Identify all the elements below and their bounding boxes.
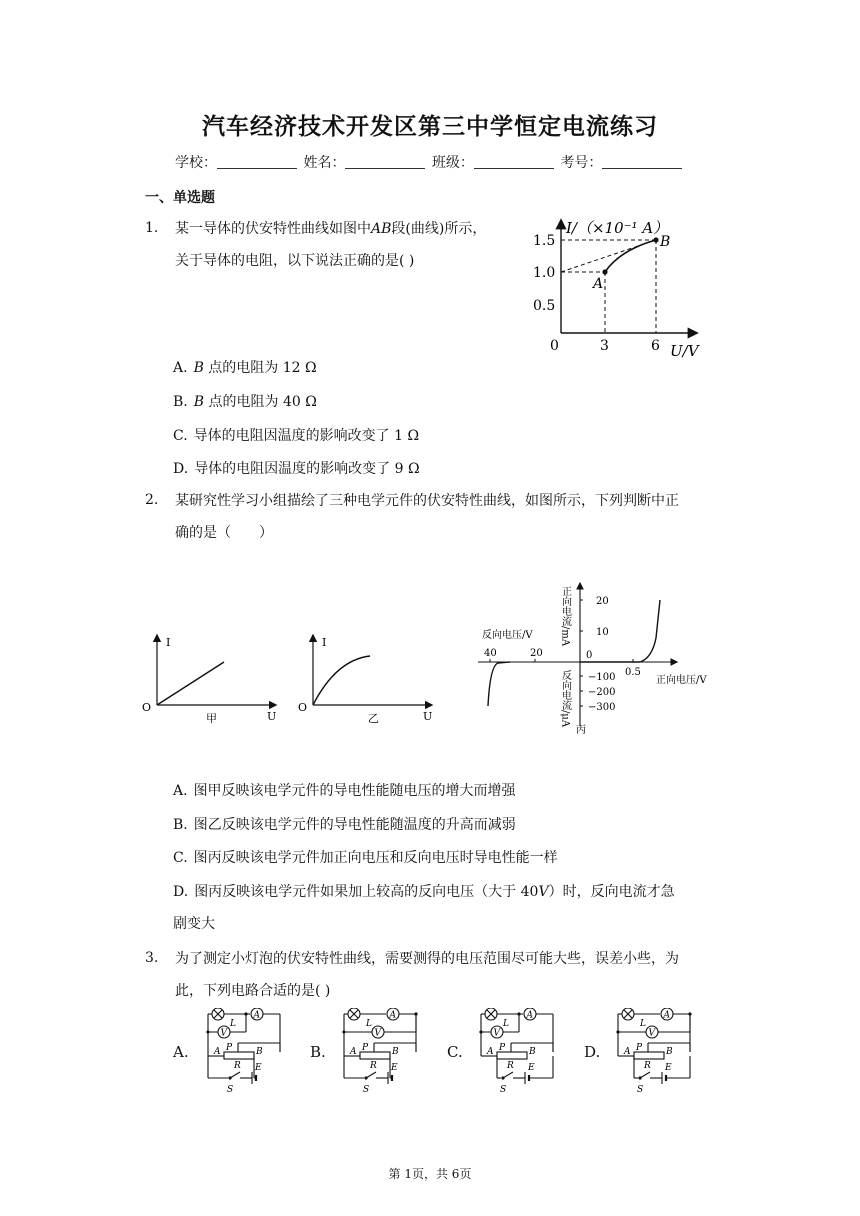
jia-caption: 甲 (206, 712, 217, 725)
yi-curve (313, 656, 370, 705)
rheostat-r: R (370, 1061, 377, 1071)
bing-rev-v-label: 反向电压/V (482, 630, 533, 641)
section-heading: 一、单选题 (145, 190, 215, 206)
switch-label: S (363, 1085, 370, 1095)
q2-stem-line2: 确的是（ ） (175, 525, 273, 541)
bing-xtick-05: 0.5 (625, 667, 641, 678)
lamp-label: L (503, 1019, 509, 1029)
exam-no-label: 考号： (560, 155, 603, 171)
bing-ytick-0: 0 (586, 650, 593, 661)
q2-option-a[interactable]: A. 图甲反映该电学元件的导电性能随电压的增大而增强 (173, 783, 516, 799)
yi-o: O (298, 701, 308, 714)
school-label: 学校： (175, 155, 217, 171)
rheostat-r: R (234, 1061, 241, 1071)
bing-xtick-20: 20 (530, 648, 543, 659)
junction-1 (342, 1030, 345, 1033)
q1-ytick-05: 0.5 (533, 298, 556, 314)
bing-neg-i-label: 反向电流/μA (559, 670, 571, 728)
bing-ytick-n300: −300 (588, 702, 616, 713)
bing-xtick-40: 40 (484, 648, 497, 659)
q3-circuit-a (200, 1008, 292, 1098)
rheostat-b: B (666, 1047, 673, 1057)
junction-2 (414, 1012, 417, 1015)
switch-label: S (637, 1085, 644, 1095)
rheostat-icon (224, 1052, 254, 1059)
bing-ytick-20: 20 (596, 596, 609, 607)
q1-number: 1. (145, 220, 159, 236)
q1-option-b[interactable]: B. B 点的电阻为 40 Ω (173, 394, 317, 410)
lamp-label: L (640, 1019, 646, 1029)
q1-option-d[interactable]: D. 导体的电阻因温度的影响改变了 9 Ω (173, 461, 420, 477)
rheostat-a: A (624, 1047, 631, 1057)
junction-1 (479, 1030, 482, 1033)
bing-ytick-10: 10 (596, 627, 609, 638)
battery-label: E (528, 1063, 535, 1073)
rheostat-p: P (362, 1043, 369, 1053)
rheostat-b: B (256, 1047, 263, 1057)
q2-option-b[interactable]: B. 图乙反映该电学元件的导电性能随温度的升高而减弱 (173, 817, 516, 833)
class-blank (474, 154, 554, 169)
jia-i: I (166, 636, 171, 649)
q3-circuit-c (473, 1008, 565, 1098)
q3-option-b-label[interactable]: B. (310, 1043, 326, 1061)
yi-u: U (423, 710, 433, 723)
switch-icon (230, 1072, 240, 1078)
junction-1 (206, 1030, 209, 1033)
q3-option-a-label[interactable]: A. (173, 1043, 189, 1061)
q2-stem (175, 485, 679, 549)
rheostat-icon (497, 1052, 527, 1059)
switch-icon (366, 1072, 376, 1078)
q2-stem-line1: 某研究性学习小组描绘了三种电学元件的伏安特性曲线，如图所示，下列判断中正 (175, 493, 679, 509)
battery-label: E (665, 1063, 672, 1073)
rheostat-a: A (350, 1047, 357, 1057)
q1-ytick-15: 1.5 (533, 233, 556, 249)
q1-stem (175, 213, 486, 277)
rheostat-icon (360, 1052, 390, 1059)
q2-option-c[interactable]: C. 图丙反映该电学元件加正向电压和反向电压时导电性能一样 (173, 850, 558, 866)
q1-origin: 0 (550, 338, 559, 354)
q3-stem-line1: 为了测定小灯泡的伏安特性曲线，需要测得的电压范围尽可能大些，误差小些，为 (175, 951, 679, 967)
lamp-label: L (230, 1019, 236, 1029)
q1-option-c[interactable]: C. 导体的电阻因温度的影响改变了 1 Ω (173, 428, 420, 444)
jia-line (157, 662, 224, 705)
lamp-label: L (366, 1019, 372, 1029)
jia-o: O (142, 701, 152, 714)
school-blank (217, 154, 297, 169)
q3-circuit-d (610, 1008, 702, 1098)
q1-option-a[interactable]: A. B 点的电阻为 12 Ω (173, 360, 317, 376)
bing-pos-i-label: 正向电流/mA (559, 586, 571, 647)
q3-stem-line2: 此，下列电路合适的是( ) (175, 983, 331, 999)
rheostat-a: A (214, 1047, 221, 1057)
q1-point-a (602, 269, 607, 274)
rheostat-icon (634, 1052, 664, 1059)
q1-xlabel: U/V (670, 342, 699, 360)
bing-ytick-n200: −200 (588, 687, 616, 698)
q2-fig-bing (470, 578, 720, 738)
q1-label-b: B (660, 234, 671, 250)
battery-label: E (255, 1063, 262, 1073)
switch-icon (503, 1072, 513, 1078)
rheostat-r: R (507, 1061, 514, 1071)
ammeter-icon-label: A (253, 1010, 260, 1021)
rheostat-p: P (636, 1043, 643, 1053)
q1-stem-line1: 某一导体的伏安特性曲线如图中AB段(曲线)所示， (175, 221, 487, 237)
q1-ylabel: I/（×10⁻¹ A） (566, 219, 669, 237)
name-label: 姓名： (303, 155, 346, 171)
ammeter-icon-label: A (526, 1010, 533, 1021)
switch-label: S (500, 1085, 507, 1095)
rheostat-b: B (392, 1047, 399, 1057)
ammeter-icon-label: A (663, 1010, 670, 1021)
battery-label: E (391, 1063, 398, 1073)
q3-stem (175, 943, 679, 1007)
q3-option-d-label[interactable]: D. (584, 1043, 601, 1061)
yi-caption: 乙 (368, 712, 379, 725)
voltmeter-icon-label: V (220, 1028, 227, 1039)
q1-xtick-3: 3 (600, 338, 609, 354)
q1-iv-graph (528, 216, 718, 361)
q1-curve-ab (605, 240, 656, 272)
rheostat-a: A (487, 1047, 494, 1057)
junction-1 (616, 1030, 619, 1033)
bing-reverse-curve (488, 662, 510, 706)
q2-fig-yi (296, 630, 446, 730)
q2-number: 2. (145, 492, 159, 508)
q1-ytick-10: 1.0 (533, 265, 556, 281)
student-info-line (175, 152, 684, 172)
q2-option-d-cont: 剧变大 (173, 916, 215, 932)
page-title: 汽车经济技术开发区第三中学恒定电流练习 (202, 113, 658, 140)
junction-2 (244, 1012, 247, 1015)
rheostat-p: P (226, 1043, 233, 1053)
junction-2 (517, 1012, 520, 1015)
voltmeter-icon-label: V (648, 1028, 655, 1039)
junction-2 (688, 1012, 691, 1015)
ammeter-icon-label: A (389, 1010, 396, 1021)
page-footer: 第 1页，共 6页 (388, 1167, 472, 1181)
rheostat-p: P (499, 1043, 506, 1053)
switch-label: S (227, 1085, 234, 1095)
bing-fwd-v-label: 正向电压/V (656, 675, 707, 686)
name-blank (345, 154, 425, 169)
rheostat-b: B (529, 1047, 536, 1057)
q1-stem-line2: 关于导体的电阻，以下说法正确的是( ) (175, 253, 415, 269)
bing-caption: 丙 (576, 725, 586, 736)
q1-xtick-6: 6 (651, 338, 660, 354)
q2-fig-jia (140, 630, 290, 730)
yi-i: I (322, 636, 327, 649)
voltmeter-icon-label: V (493, 1028, 500, 1039)
jia-u: U (267, 710, 277, 723)
exam-no-blank (602, 154, 682, 169)
q2-option-d[interactable]: D. 图丙反映该电学元件如果加上较高的反向电压（大于 40V）时，反向电流才急 (173, 884, 675, 900)
voltmeter-icon-label: V (374, 1028, 381, 1039)
switch-icon (640, 1072, 650, 1078)
q1-point-b (653, 237, 658, 242)
class-label: 班级： (431, 155, 474, 171)
q3-circuit-b (336, 1008, 428, 1098)
q1-label-a: A (593, 276, 604, 292)
bing-ytick-n100: −100 (588, 672, 616, 683)
q3-option-c-label[interactable]: C. (447, 1043, 463, 1061)
rheostat-r: R (644, 1061, 651, 1071)
q3-number: 3. (145, 950, 159, 966)
